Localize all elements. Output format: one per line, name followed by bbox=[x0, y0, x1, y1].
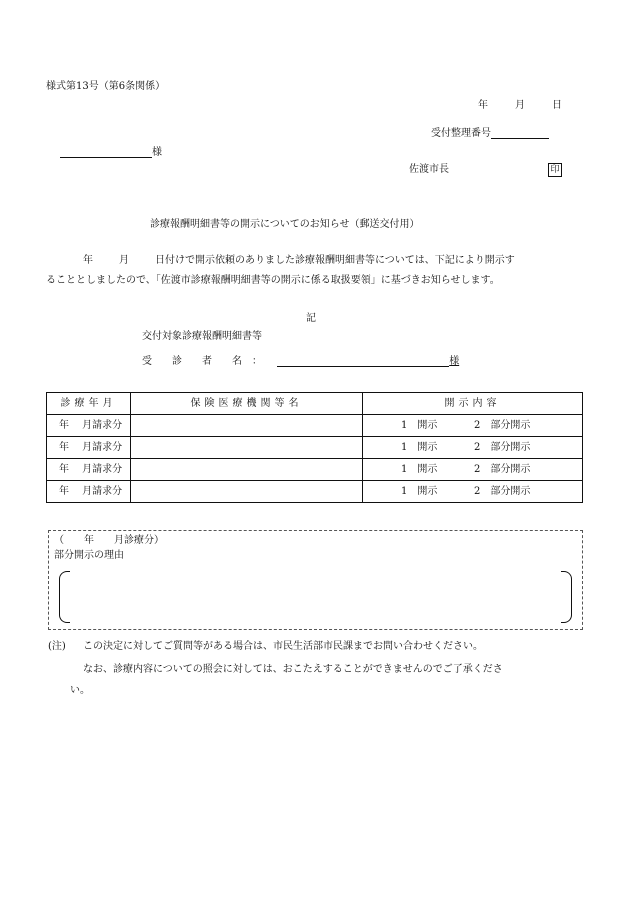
addressee bbox=[60, 146, 162, 158]
form-number: 様式第13号（第6条関係） bbox=[46, 81, 166, 92]
option-partial[interactable]: 2 部分開示 bbox=[474, 463, 531, 475]
date-month: 月 bbox=[515, 100, 525, 111]
right-bracket bbox=[561, 571, 572, 623]
option-partial[interactable]: 2 部分開示 bbox=[474, 441, 531, 453]
reason-input-area[interactable] bbox=[73, 571, 558, 621]
row-institution[interactable] bbox=[131, 415, 363, 437]
note-2-line1: なお、診療内容についての照会に対しては、おこたえすることができませんのでご了承くださ bbox=[83, 664, 503, 675]
row-month: 年 月請求分 bbox=[47, 415, 131, 437]
patient-line bbox=[142, 355, 459, 367]
patient-label: 受 診 者 名 ： bbox=[142, 356, 262, 367]
row-disclosure bbox=[363, 459, 583, 481]
row-month: 年 月請求分 bbox=[47, 437, 131, 459]
option-partial[interactable]: 2 部分開示 bbox=[474, 419, 531, 431]
table-row bbox=[47, 415, 583, 437]
header-institution: 保険医療機関等名 bbox=[131, 393, 363, 415]
target-label: 交付対象診療報酬明細書等 bbox=[142, 331, 262, 342]
document-title: 診療報酬明細書等の開示についてのお知らせ（郵送交付用） bbox=[150, 219, 420, 230]
seal-stamp: 印 bbox=[548, 163, 562, 177]
partial-disclosure-reason-box bbox=[48, 530, 583, 630]
reception-number-blank bbox=[491, 127, 549, 139]
sender-title: 佐渡市長 bbox=[409, 164, 449, 175]
ki-heading: 記 bbox=[306, 313, 316, 324]
header-disclosure: 開示内容 bbox=[363, 393, 583, 415]
option-disclose[interactable]: 1 開示 bbox=[401, 419, 438, 431]
header-treatment-month: 診療年月 bbox=[47, 393, 131, 415]
body-year: 年 bbox=[83, 255, 93, 266]
row-disclosure bbox=[363, 437, 583, 459]
reception-number bbox=[431, 127, 549, 139]
patient-suffix: 様 bbox=[449, 356, 460, 367]
row-month: 年 月請求分 bbox=[47, 481, 131, 503]
row-institution[interactable] bbox=[131, 437, 363, 459]
option-disclose[interactable]: 1 開示 bbox=[401, 441, 438, 453]
table-row bbox=[47, 459, 583, 481]
patient-name-field bbox=[277, 355, 449, 367]
reason-period: （ 年 月診療分） bbox=[54, 535, 164, 546]
option-partial[interactable]: 2 部分開示 bbox=[474, 485, 531, 497]
row-disclosure bbox=[363, 481, 583, 503]
body-line1: 日付けで開示依頼のありました診療報酬明細書等については、下記により開示す bbox=[155, 255, 515, 266]
note-2-line2: い。 bbox=[70, 685, 90, 696]
table-header-row bbox=[47, 393, 583, 415]
left-bracket bbox=[59, 571, 70, 623]
option-disclose[interactable]: 1 開示 bbox=[401, 485, 438, 497]
body-line2: ることとしましたので、「佐渡市診療報酬明細書等の開示に係る取扱要領」に基づきお知らせします。 bbox=[46, 275, 500, 286]
reason-label: 部分開示の理由 bbox=[54, 550, 124, 561]
reception-number-label: 受付整理番号 bbox=[431, 128, 491, 139]
row-institution[interactable] bbox=[131, 459, 363, 481]
table-row bbox=[47, 437, 583, 459]
row-month: 年 月請求分 bbox=[47, 459, 131, 481]
disclosure-table bbox=[46, 392, 583, 503]
option-disclose[interactable]: 1 開示 bbox=[401, 463, 438, 475]
body-month: 月 bbox=[119, 255, 129, 266]
table-row bbox=[47, 481, 583, 503]
addressee-blank bbox=[60, 146, 152, 158]
note-prefix: (注) bbox=[48, 641, 66, 652]
note-1: この決定に対してご質問等がある場合は、市民生活部市民課までお問い合わせください。 bbox=[83, 641, 483, 652]
addressee-suffix: 様 bbox=[152, 147, 162, 158]
row-institution[interactable] bbox=[131, 481, 363, 503]
row-disclosure bbox=[363, 415, 583, 437]
date-year: 年 bbox=[478, 100, 488, 111]
date-day: 日 bbox=[552, 100, 562, 111]
